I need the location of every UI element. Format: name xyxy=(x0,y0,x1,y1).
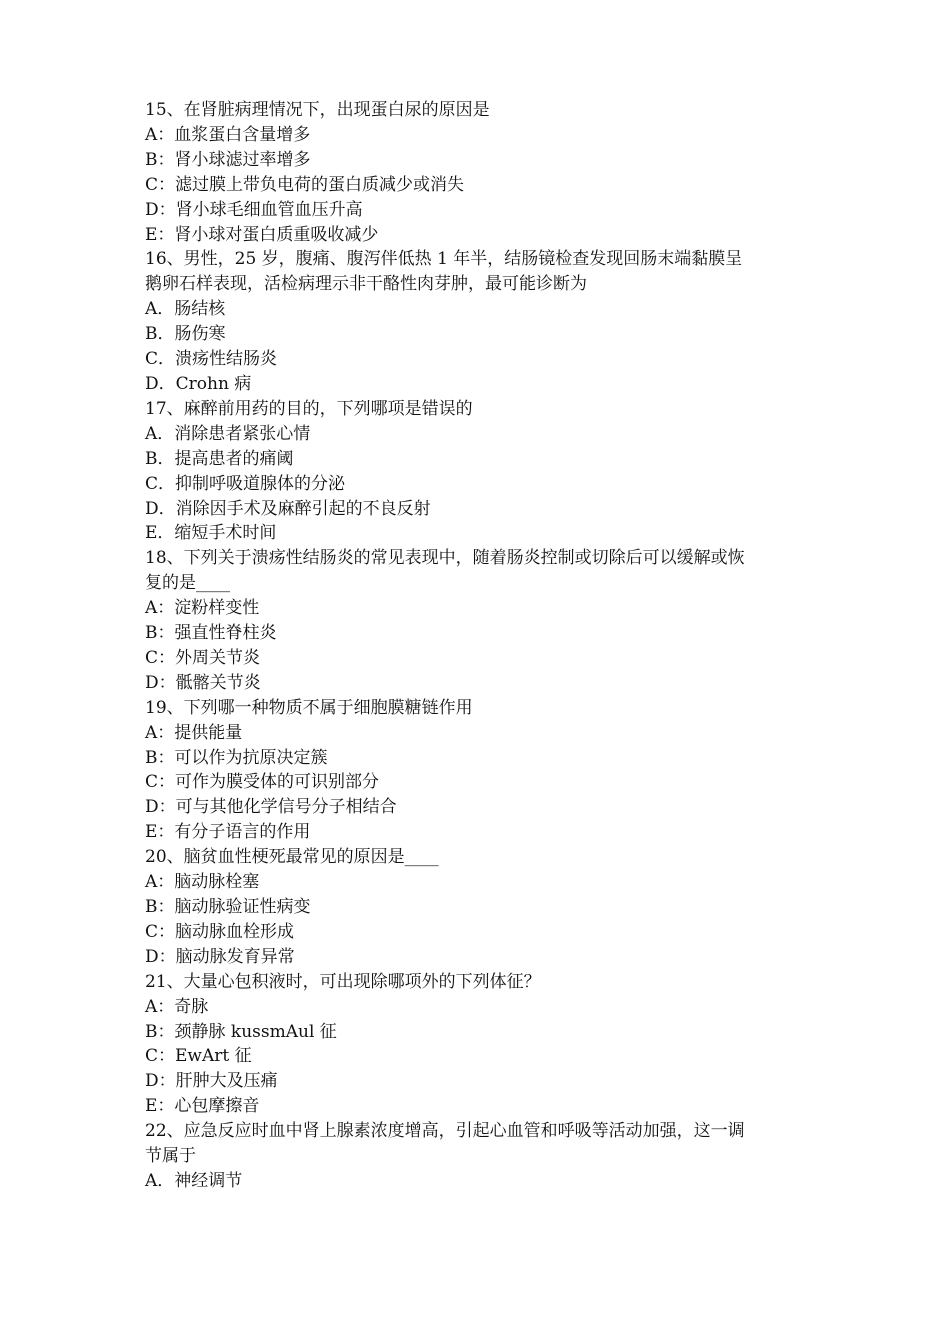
question-15-stem: 15、在肾脏病理情况下，出现蛋白尿的原因是 xyxy=(145,100,490,120)
question-20-stem: 20、脑贫血性梗死最常见的原因是____ xyxy=(145,847,439,868)
question-15-option-b: B：肾小球滤过率增多 xyxy=(145,149,311,170)
question-17-option-e: E．缩短手术时间 xyxy=(145,523,277,544)
question-21-option-a: A：奇脉 xyxy=(145,996,209,1017)
question-20-option-d: D：脑动脉发育异常 xyxy=(145,946,295,967)
question-21-option-b: B：颈静脉 kussmAul 征 xyxy=(145,1021,337,1042)
question-16-stem-line-2: 鹅卵石样表现，活检病理示非干酪性肉芽肿，最可能诊断为 xyxy=(145,274,587,295)
question-21-option-c: C：EwArt 征 xyxy=(145,1046,252,1067)
question-list xyxy=(145,98,815,1194)
question-17-stem: 17、麻醉前用药的目的，下列哪项是错误的 xyxy=(145,398,473,419)
question-17-option-b: B．提高患者的痛阈 xyxy=(145,448,294,469)
question-19-option-e: E：有分子语言的作用 xyxy=(145,822,311,843)
question-18-option-b: B：强直性脊柱炎 xyxy=(145,623,277,644)
question-20-option-a: A：脑动脉栓塞 xyxy=(145,872,260,893)
question-19-option-c: C：可作为膜受体的可识别部分 xyxy=(145,772,380,793)
question-16-option-b: B．肠伤寒 xyxy=(145,324,226,345)
question-18-option-a: A：淀粉样变性 xyxy=(145,598,260,619)
question-15-option-d: D：肾小球毛细血管血压升高 xyxy=(145,199,363,220)
question-19-option-d: D：可与其他化学信号分子相结合 xyxy=(145,797,397,818)
question-17-option-d: D．消除因手术及麻醉引起的不良反射 xyxy=(145,498,431,519)
question-22-option-a: A．神经调节 xyxy=(145,1170,243,1191)
question-22-stem-line-2: 节属于 xyxy=(145,1146,196,1167)
question-22-stem-line-1: 22、应急反应时血中肾上腺素浓度增高，引起心血管和呼吸等活动加强，这一调 xyxy=(145,1121,745,1142)
question-16-option-c: C．溃疡性结肠炎 xyxy=(145,349,278,370)
question-18-stem-line-2: 复的是____ xyxy=(145,573,230,594)
question-21-option-d: D：肝肿大及压痛 xyxy=(145,1071,278,1092)
question-15-option-c: C：滤过膜上带负电荷的蛋白质减少或消失 xyxy=(145,174,465,195)
question-20-option-b: B：脑动脉验证性病变 xyxy=(145,897,311,917)
question-15-option-a: A：血浆蛋白含量增多 xyxy=(145,124,311,145)
question-19-option-a: A：提供能量 xyxy=(145,722,243,743)
question-16-option-a: A．肠结核 xyxy=(145,299,226,320)
question-19-stem: 19、下列哪一种物质不属于细胞膜糖链作用 xyxy=(145,697,473,718)
question-21-option-e: E：心包摩擦音 xyxy=(145,1096,260,1117)
question-18-stem-line-1: 18、下列关于溃疡性结肠炎的常见表现中，随着肠炎控制或切除后可以缓解或恢 xyxy=(145,548,745,569)
question-18-option-d: D：骶髂关节炎 xyxy=(145,672,261,693)
question-15-option-e: E：肾小球对蛋白质重吸收减少 xyxy=(145,224,379,245)
question-20-option-c: C：脑动脉血栓形成 xyxy=(145,921,295,942)
question-18-option-c: C：外周关节炎 xyxy=(145,647,261,668)
question-16-option-d: D．Crohn 病 xyxy=(145,373,252,394)
question-17-option-c: C．抑制呼吸道腺体的分泌 xyxy=(145,473,346,494)
question-21-stem: 21、大量心包积液时，可出现除哪项外的下列体征？ xyxy=(145,971,541,992)
question-16-stem-line-1: 16、男性，25 岁，腹痛、腹泻伴低热 1 年半，结肠镜检查发现回肠末端黏膜呈 xyxy=(145,249,743,270)
question-17-option-a: A．消除患者紧张心情 xyxy=(145,423,311,444)
question-19-option-b: B：可以作为抗原决定簇 xyxy=(145,747,328,768)
